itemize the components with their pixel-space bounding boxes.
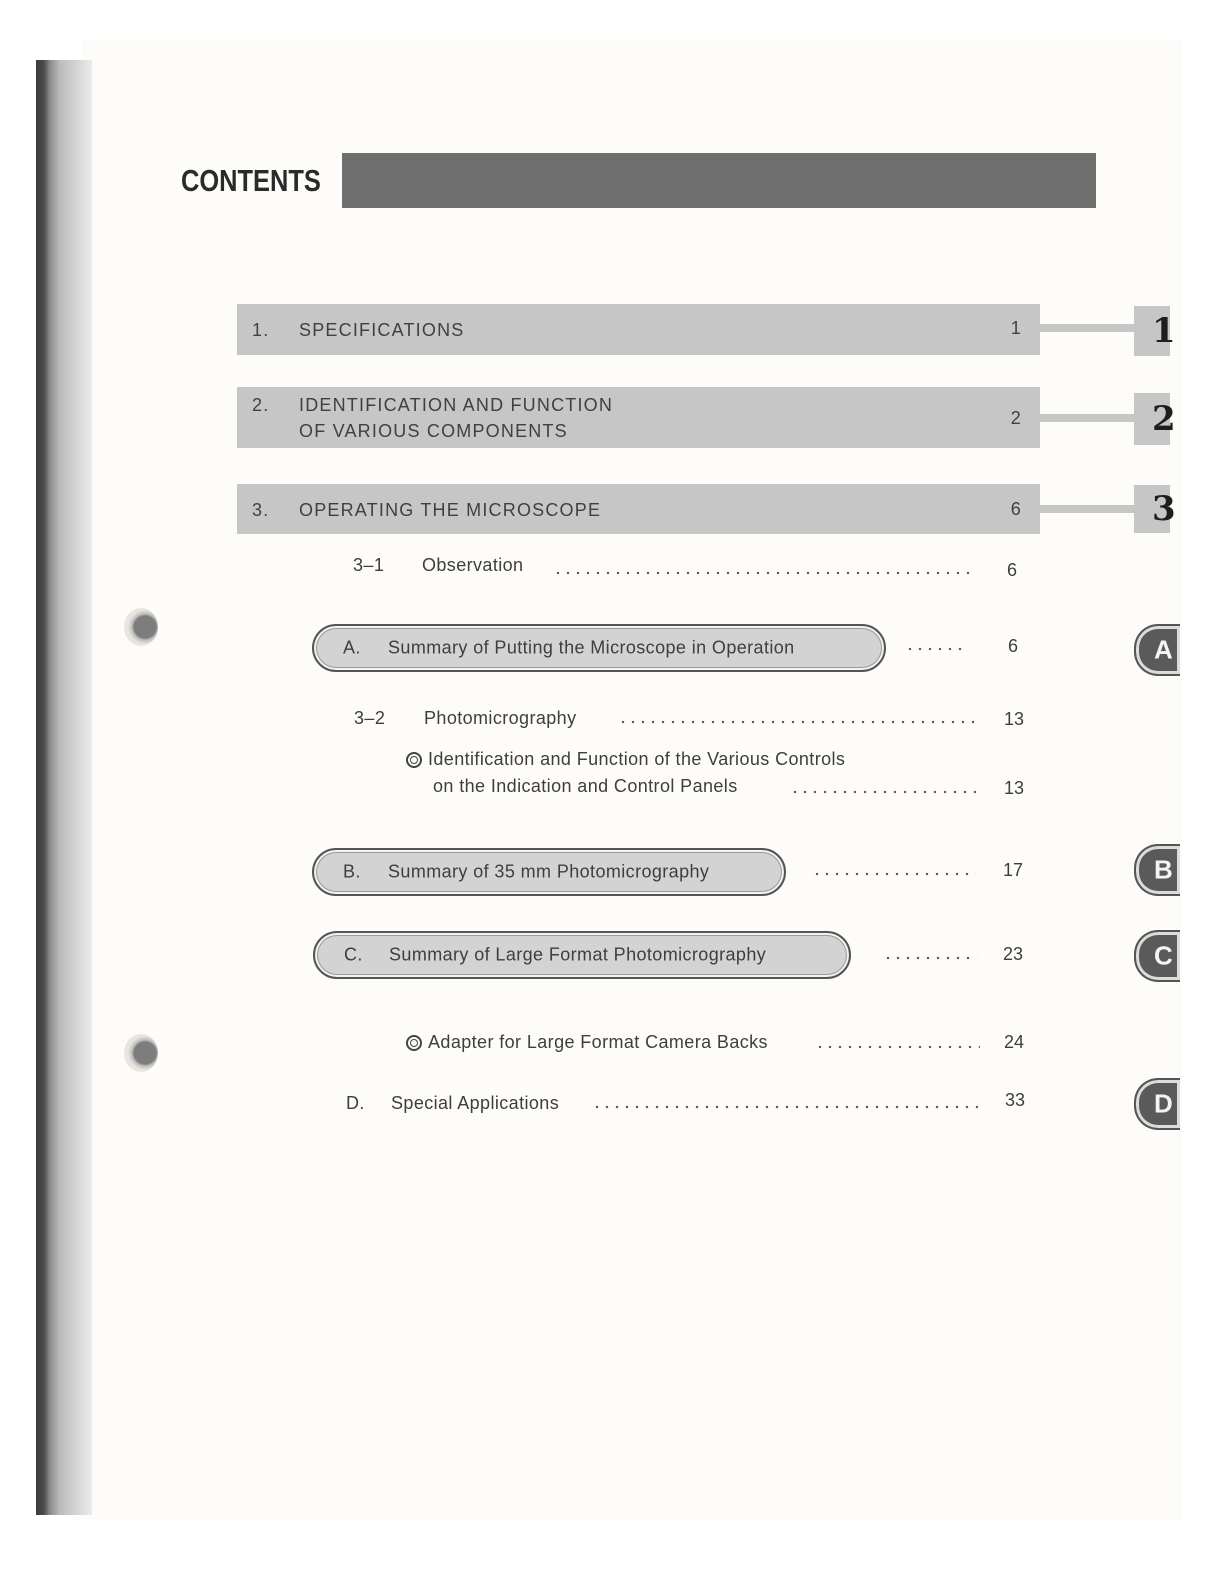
- title-bar: [342, 153, 1096, 208]
- toc-entry-summary-a[interactable]: [312, 624, 886, 672]
- toc-entry-controls[interactable]: [406, 749, 845, 770]
- tab-marker-3[interactable]: [1134, 485, 1176, 533]
- tab-marker-label: 3: [1152, 489, 1176, 529]
- punch-hole-icon: [124, 1034, 158, 1072]
- entry-label: Adapter for Large Format Camera Backs: [428, 1032, 768, 1052]
- chapter-label-line-1: IDENTIFICATION AND FUNCTION: [299, 395, 614, 415]
- section-letter: A.: [343, 637, 361, 658]
- tab-marker-label: B: [1154, 854, 1173, 885]
- toc-chapter-1[interactable]: [237, 304, 1040, 355]
- dot-leader: [815, 1045, 980, 1049]
- tab-marker-c[interactable]: [1134, 930, 1180, 982]
- section-label: Summary of Large Format Photomicrography: [389, 944, 767, 965]
- dot-leader: [618, 720, 976, 724]
- toc-entry-summary-b[interactable]: [312, 848, 786, 896]
- tab-marker-label: C: [1154, 940, 1173, 971]
- punch-hole-icon: [124, 608, 158, 646]
- toc-entry-summary-c[interactable]: [313, 931, 851, 979]
- toc-chapter-2[interactable]: [237, 387, 1040, 448]
- section-label: Summary of 35 mm Photomicrography: [388, 861, 710, 882]
- section-label: Summary of Putting the Microscope in Operation: [388, 637, 795, 658]
- toc-page-number: 17: [1003, 860, 1024, 880]
- dot-leader: [905, 647, 967, 651]
- dot-leader: [553, 571, 971, 575]
- tab-marker-2[interactable]: [1134, 393, 1176, 445]
- toc-page-number: 23: [1003, 944, 1024, 964]
- chapter-number: 2.: [252, 395, 270, 415]
- toc-entry-controls-line-2: on the Indication and Control Panels: [433, 776, 738, 796]
- chapter-label: SPECIFICATIONS: [299, 320, 465, 340]
- double-circle-bullet-icon: [406, 752, 422, 768]
- tab-marker-label: 1: [1152, 311, 1176, 351]
- tab-marker-d[interactable]: [1134, 1078, 1180, 1130]
- tab-marker-a[interactable]: [1134, 624, 1180, 676]
- chapter-label: OPERATING THE MICROSCOPE: [299, 500, 602, 520]
- toc-page-number: 24: [1004, 1032, 1025, 1052]
- toc-entry-observation[interactable]: Observation: [422, 555, 524, 575]
- toc-page-number: 13: [1004, 778, 1025, 798]
- tab-connector: [1040, 324, 1134, 332]
- toc-entry-special-letter: D.: [346, 1093, 365, 1113]
- toc-page-number: 13: [1004, 709, 1025, 729]
- toc-entry-special-applications[interactable]: Special Applications: [391, 1093, 560, 1113]
- section-letter: B.: [343, 861, 361, 882]
- tab-marker-label: D: [1154, 1088, 1173, 1119]
- chapter-page: 2: [1010, 408, 1022, 428]
- dot-leader: [592, 1105, 978, 1109]
- tab-marker-1[interactable]: [1134, 306, 1176, 356]
- toc-entry-adapter[interactable]: [406, 1032, 768, 1053]
- tab-marker-label: A: [1154, 634, 1173, 665]
- binding-strip: [36, 60, 92, 1515]
- dot-leader: [883, 956, 977, 960]
- tab-connector: [1040, 505, 1134, 513]
- chapter-number: 1.: [252, 320, 270, 340]
- toc-page-number: 33: [1005, 1090, 1026, 1110]
- dot-leader: [812, 872, 976, 876]
- chapter-number: 3.: [252, 500, 270, 520]
- section-letter: C.: [344, 944, 363, 965]
- entry-line-1: Identification and Function of the Various Controls: [428, 749, 846, 769]
- tab-marker-b[interactable]: [1134, 844, 1180, 896]
- page-title: CONTENTS: [181, 163, 321, 198]
- chapter-label-line-2: OF VARIOUS COMPONENTS: [299, 421, 568, 441]
- chapter-page: 1: [1010, 318, 1022, 338]
- tab-connector: [1040, 414, 1134, 422]
- dot-leader: [790, 790, 980, 794]
- tab-marker-label: 2: [1152, 399, 1176, 439]
- toc-entry-observation-number: 3–1: [353, 555, 385, 575]
- double-circle-bullet-icon: [406, 1035, 422, 1051]
- toc-entry-photomicrography-number: 3–2: [354, 708, 386, 728]
- toc-page-number: 6: [1007, 560, 1018, 580]
- toc-chapter-3[interactable]: [237, 484, 1040, 534]
- toc-page-number: 6: [1008, 636, 1019, 656]
- toc-entry-photomicrography[interactable]: Photomicrography: [424, 708, 577, 728]
- chapter-page: 6: [1010, 499, 1022, 519]
